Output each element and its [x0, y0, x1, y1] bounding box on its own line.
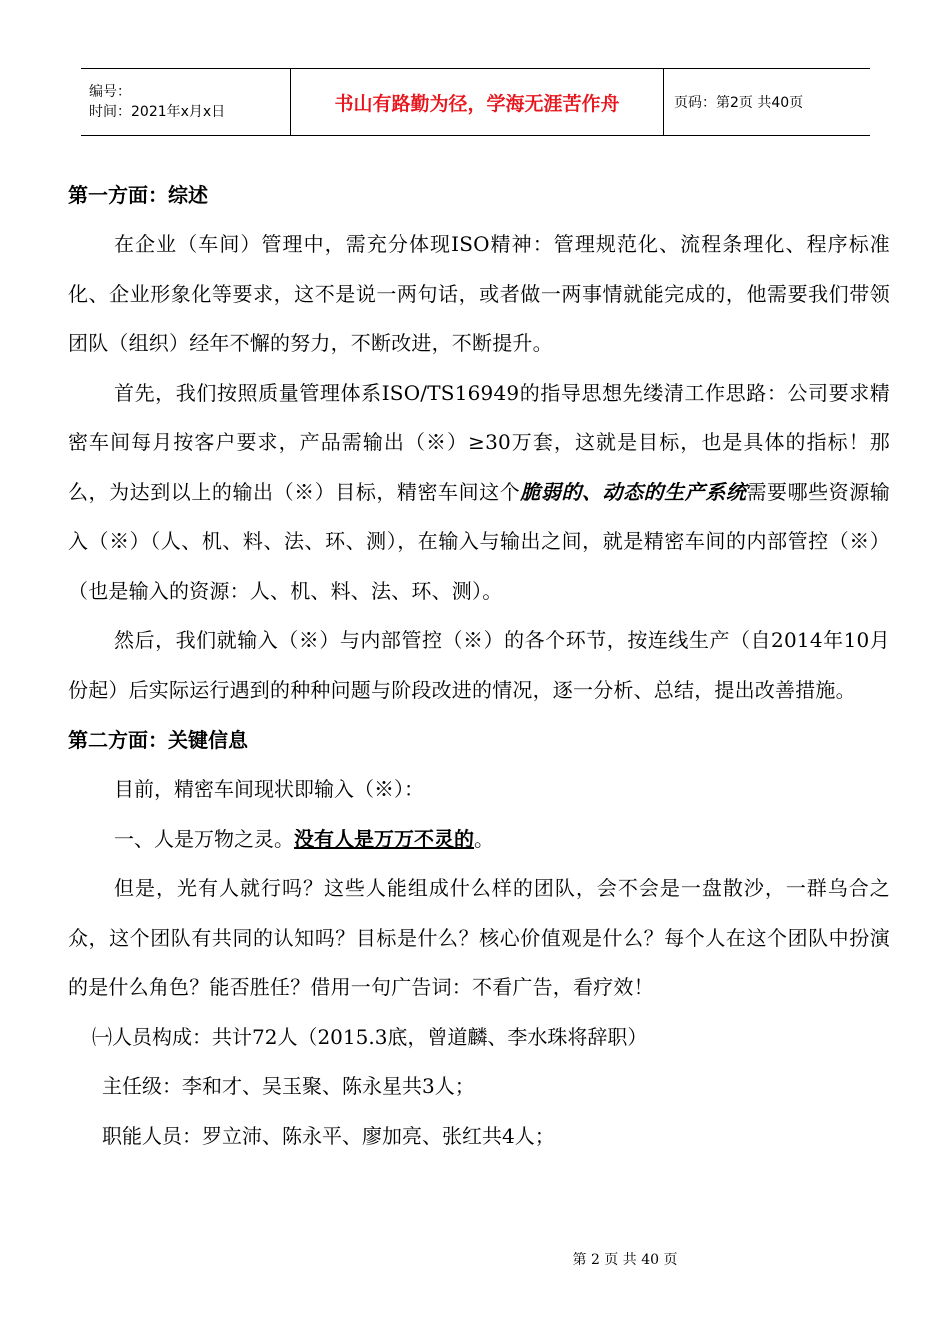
- section-heading-overview: 第一方面：综述: [68, 183, 208, 207]
- paragraph-iso-spirit: 在企业（车间）管理中，需充分体现ISO精神：管理规范化、流程条理化、程序标准化、企业形象化等要求，这不是说一两句话，或者做一两事情就能完成的，他需要我们带领团队（组织）经年不懈的努力，不断改进，不断提升。: [68, 232, 890, 355]
- underlined-text: 没有人是万万不灵的: [294, 826, 474, 851]
- header-page-info: 页码：第2页 共40页: [664, 69, 871, 136]
- paragraph-current-status: 目前，精密车间现状即输入（※）：: [114, 777, 424, 801]
- document-body: [68, 170, 890, 1161]
- list-item-functional-staff: 职能人员：罗立沛、陈永平、廖加亮、张红共4人；: [102, 1123, 555, 1148]
- list-item-people: [68, 815, 890, 865]
- emphasis-text: 脆弱的、动态的生产系统: [520, 479, 747, 504]
- item-text: 。: [474, 826, 494, 851]
- footer-page-number: 第 2 页 共 40 页: [572, 1252, 678, 1268]
- document-date: 时间：2021年x月x日: [89, 104, 226, 120]
- list-item-supervisors: 主任级：李和才、吴玉聚、陈永星共3人；: [102, 1074, 475, 1098]
- section-heading-key-info: 第二方面：关键信息: [68, 728, 248, 752]
- list-item-staff-composition: ㈠人员构成：共计72人（2015.3底，曾道麟、李水珠将辞职）: [92, 1024, 648, 1049]
- header-meta: [81, 69, 291, 136]
- page-footer: [0, 1249, 950, 1269]
- document-number: 编号：: [89, 84, 131, 100]
- paragraph-team-questions: 但是，光有人就行吗？这些人能组成什么样的团队，会不会是一盘散沙，一群乌合之众，这个团队有共同的认知吗？目标是什么？核心价值观是什么？每个人在这个团队中扮演的是什么角色？能否胜任？借用一句广告词：不看广告，看疗效！: [68, 876, 890, 999]
- page-header: [81, 68, 870, 136]
- item-text: 一、人是万物之灵。: [114, 826, 294, 851]
- header-motto: 书山有路勤为径，学海无涯苦作舟: [291, 69, 664, 136]
- paragraph-then: 然后，我们就输入（※）与内部管控（※）的各个环节，按连线生产（自2014年10月份起）后实际运行遇到的种种问题与阶段改进的情况，逐一分析、总结，提出改善措施。: [68, 628, 890, 702]
- paragraph-first-step: [68, 369, 890, 617]
- paragraph-text: 需要哪些资源输入（※）（人、机、料、法、环、测），在输入与输出之间，就是精密车间的内部管控（※）（也是输入的资源：人、机、料、法、环、测）。: [68, 479, 891, 603]
- paragraph-text: 首先，我们按照质量管理体系ISO/TS16949的指导思想先缕清工作思路：公司要求精密车间每月按客户要求，产品需输出（※）≥30万套，这就是目标，也是具体的指标！那么，为达到以上的输出（※）目标，精密车间这个: [68, 380, 890, 504]
